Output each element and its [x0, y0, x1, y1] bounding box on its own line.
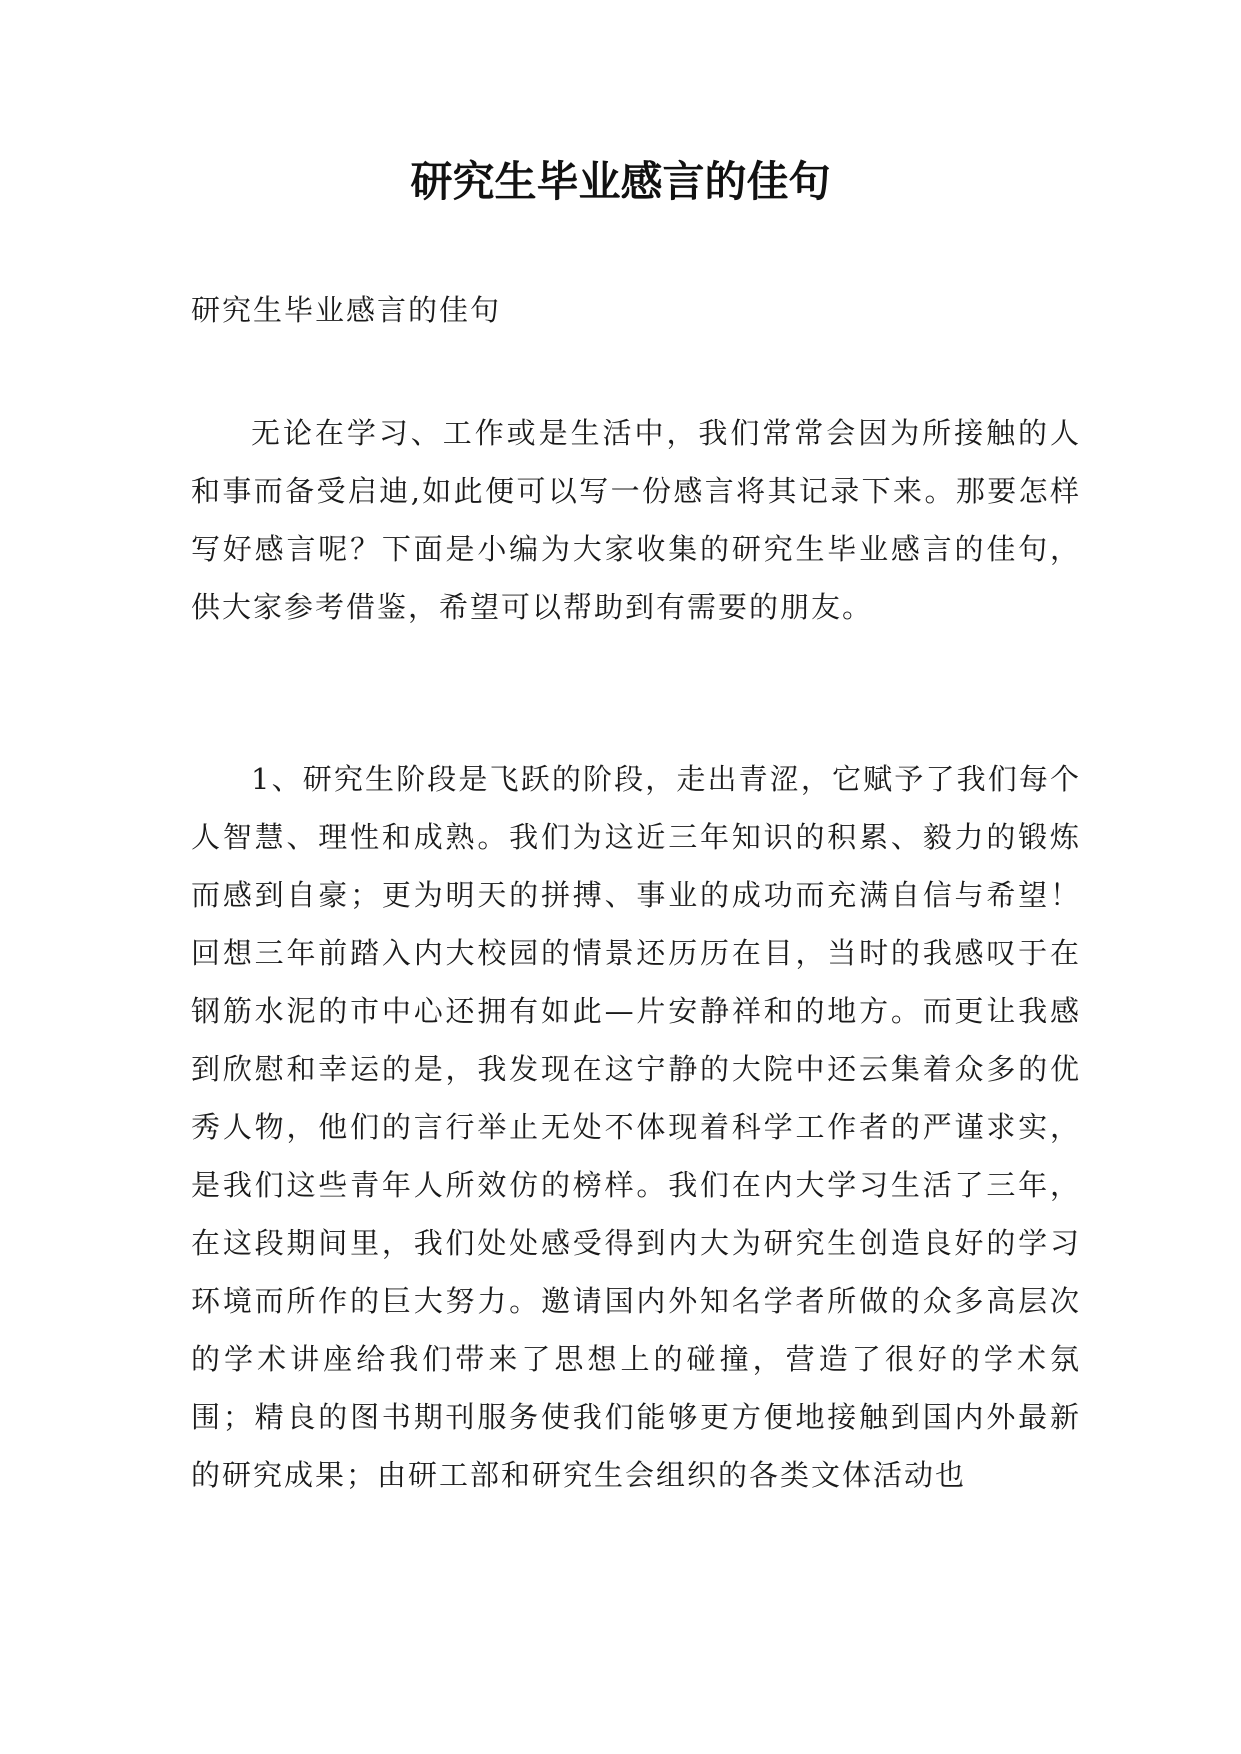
document-subtitle: 研究生毕业感言的佳句 [191, 293, 502, 327]
quote-paragraph-1: 1、研究生阶段是飞跃的阶段，走出青涩，它赋予了我们每个人智慧、理性和成熟。我们为这近三年知识的积累、毅力的锻炼而感到自豪；更为明天的拼搏、事业的成功而充满自信与希望！回想三年前踏入内大校园的情景还历历在目，当时的我感叹于在钢筋水泥的市中心还拥有如此—片安静祥和的地方。而更让我感到欣慰和幸运的是，我发现在这宁静的大院中还云集着众多的优秀人物，他们的言行举止无处不体现着科学工作者的严谨求实，是我们这些青年人所效仿的榜样。我们在内大学习生活了三年，在这段期间里，我们处处感受得到内大为研究生创造良好的学习环境而所作的巨大努力。邀请国内外知名学者所做的众多高层次的学术讲座给我们带来了思想上的碰撞，营造了很好的学术氛围；精良的图书期刊服务使我们能够更方便地接触到国内外最新的研究成果；由研工部和研究生会组织的各类文体活动也 [191, 762, 1081, 1492]
document-title: 研究生毕业感言的佳句 [410, 157, 831, 206]
intro-paragraph: 无论在学习、工作或是生活中，我们常常会因为所接触的人和事而备受启迪,如此便可以写一份感言将其记录下来。那要怎样写好感言呢？下面是小编为大家收集的研究生毕业感言的佳句，供大家参考借鉴，希望可以帮助到有需要的朋友。 [191, 416, 1081, 624]
